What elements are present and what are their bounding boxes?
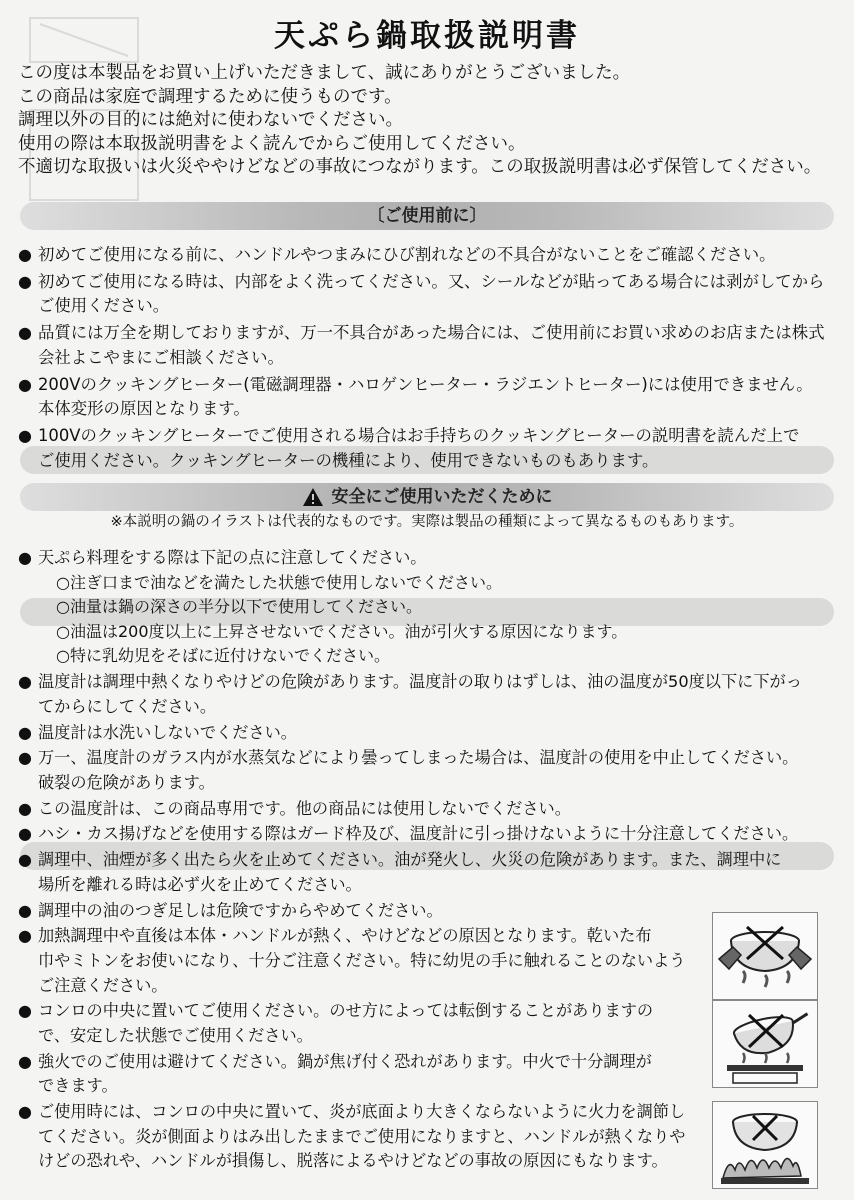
unstable-pot-illustration — [712, 1000, 818, 1088]
item-text: ご使用ください。 — [38, 296, 170, 316]
bullet-icon: ● — [18, 374, 32, 394]
item-text: 品質には万全を期しておりますが、万一不具合があった場合には、ご使用前にお買い求めのお店または株式 — [38, 323, 825, 343]
before-use-list — [18, 243, 846, 475]
hot-pot-mitten-illustration — [712, 912, 818, 1000]
bullet-icon: ● — [18, 926, 32, 946]
item-text: 万一、温度計のガラス内が水蒸気などにより曇ってしまった場合は、温度計の使用を中止してください。 — [38, 748, 799, 768]
bullet-icon: ● — [18, 798, 32, 818]
sub-item: ○油温は200度以上に上昇させないでください。油が引火する原因になります。 — [56, 621, 628, 641]
item-text: 本体変形の原因となります。 — [38, 399, 250, 419]
bullet-icon: ● — [18, 271, 32, 291]
intro-line: この度は本製品をお買い上げいただきまして、誠にありがとうございました。 — [18, 63, 631, 83]
item-text: で、安定した状態でご使用ください。 — [38, 1025, 313, 1045]
section-heading-text: 安全にご使用いただくために — [331, 487, 553, 507]
item-text: できます。 — [38, 1076, 118, 1096]
item-text: けどの恐れや、ハンドルが損傷し、脱落によるやけどなどの事故の原因にもなります。 — [38, 1151, 668, 1171]
list-item — [18, 243, 846, 268]
bullet-icon: ● — [18, 1001, 32, 1021]
page-title: 天ぷら鍋取扱説明書 — [274, 18, 580, 54]
list-item — [18, 848, 846, 897]
bullet-icon: ● — [18, 1051, 32, 1071]
item-text: 100Vのクッキングヒーターでご使用される場合はお手持ちのクッキングヒーターの説明書を読んだ上で — [38, 426, 800, 446]
item-text: この温度計は、この商品専用です。他の商品には使用しないでください。 — [38, 798, 571, 818]
item-text: 天ぷら料理をする際は下記の点に注意してください。 — [38, 548, 427, 567]
item-text: てからにしてください。 — [38, 696, 217, 716]
list-item — [18, 746, 846, 795]
item-text: ご使用時には、コンロの中央に置いて、炎が底面より大きくならないように火力を調節し — [38, 1102, 686, 1122]
item-text: 会社よこやまにご相談ください。 — [38, 347, 284, 367]
item-text: 初めてご使用になる前に、ハンドルやつまみにひび割れなどの不具合がないことをご確認ください。 — [38, 245, 776, 264]
item-text: ご注意ください。 — [38, 975, 168, 995]
item-text: てください。炎が側面よりはみ出したままでご使用になりますと、ハンドルが熱くなりや — [38, 1126, 686, 1146]
item-text: ご使用ください。クッキングヒーターの機種により、使用できないものもあります。 — [38, 450, 659, 470]
item-text: 巾やミトンをお使いになり、十分ご注意ください。特に幼児の手に触れることのないよう — [38, 951, 686, 970]
list-item — [18, 424, 846, 473]
item-text: ハシ・カス揚げなどを使用する際はガード枠及び、温度計に引っ掛けないように十分注意してください。 — [38, 824, 799, 844]
large-flame-pot-illustration — [712, 1101, 818, 1189]
bullet-icon: ● — [18, 323, 32, 343]
item-text: 初めてご使用になる時は、内部をよく洗ってください。又、シールなどが貼ってある場合には剥がしてから — [38, 271, 825, 291]
bullet-icon: ● — [18, 1102, 32, 1122]
intro-line: この商品は家庭で調理するために使うものです。 — [18, 86, 402, 107]
bullet-icon: ● — [18, 824, 32, 844]
bullet-icon: ● — [18, 722, 32, 742]
intro-text — [18, 62, 848, 180]
item-text: コンロの中央に置いてご使用ください。のせ方によっては転倒することがありますの — [38, 1001, 654, 1021]
intro-line: 不適切な取扱いは火災ややけどなどの事故につながります。この取扱説明書は必ず保管してください。 — [18, 157, 822, 177]
sub-item: ○注ぎ口まで油などを満たした状態で使用しないでください。 — [56, 572, 502, 592]
item-text: 温度計は水洗いしないでください。 — [38, 722, 297, 742]
list-item — [18, 373, 846, 422]
bullet-icon: ● — [18, 900, 32, 920]
section-heading-safety — [20, 483, 834, 511]
list-item — [18, 546, 846, 669]
sub-item: ○油量は鍋の深さの半分以下で使用してください。 — [56, 597, 422, 617]
bullet-icon: ● — [18, 548, 32, 567]
bullet-icon: ● — [18, 672, 32, 692]
item-text: 温度計は調理中熱くなりやけどの危険があります。温度計の取りはずしは、油の温度が50度以下に下がっ — [38, 672, 802, 692]
warning-icon — [302, 487, 324, 507]
item-text: 調理中の油のつぎ足しは危険ですからやめてください。 — [38, 900, 443, 920]
list-item — [18, 797, 846, 822]
item-text: 調理中、油煙が多く出たら火を止めてください。油が発火し、火災の危険があります。また、調理中に — [38, 850, 782, 870]
list-item — [18, 822, 846, 847]
illustration-note: ※本説明の鍋のイラストは代表的なものです。実際は製品の種類によって異なるものもあります。 — [110, 514, 744, 530]
list-item — [18, 270, 846, 319]
list-item — [18, 721, 846, 746]
bullet-icon: ● — [18, 426, 32, 446]
bullet-icon: ● — [18, 245, 32, 264]
bullet-icon: ● — [18, 748, 32, 768]
intro-line: 使用の際は本取扱説明書をよく読んでからご使用してください。 — [18, 133, 526, 154]
bullet-icon: ● — [18, 850, 32, 870]
sub-item: ○特に乳幼児をそばに近付けないでください。 — [56, 646, 390, 666]
item-text: 強火でのご使用は避けてください。鍋が焦げ付く恐れがあります。中火で十分調理が — [38, 1051, 652, 1071]
item-text: 加熱調理中や直後は本体・ハンドルが熱く、やけどなどの原因となります。乾いた布 — [38, 926, 652, 946]
item-text: 200Vのクッキングヒーター(電磁調理器・ハロゲンヒーター・ラジエントヒーター)には使用できません。 — [38, 374, 813, 394]
item-text: 場所を離れる時は必ず火を止めてください。 — [38, 874, 362, 894]
section-heading-before-use — [20, 202, 834, 230]
intro-line: 調理以外の目的には絶対に使わないでください。 — [18, 110, 403, 130]
list-item — [18, 670, 846, 719]
section-heading-text: 〔ご使用前に〕 — [367, 206, 487, 226]
list-item — [18, 321, 846, 370]
item-text: 破裂の危険があります。 — [38, 772, 215, 792]
